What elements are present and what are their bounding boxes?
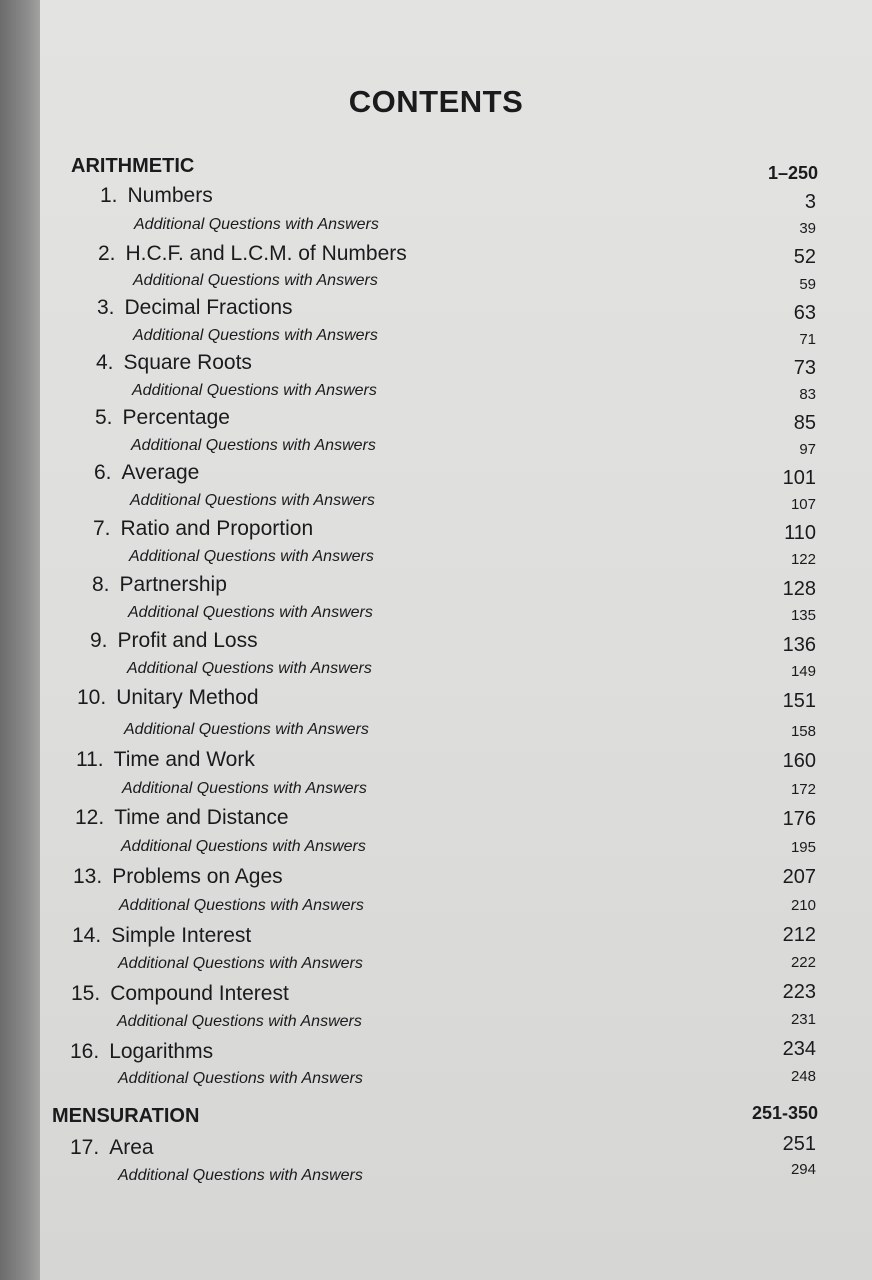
chapter-number: 7.: [93, 517, 111, 540]
subsection-page: 107: [790, 496, 816, 513]
section-range-arithmetic: 1–250: [767, 163, 818, 183]
subsection-title: Additional Questions with Answers: [129, 548, 374, 565]
chapter-number: 14.: [72, 924, 102, 947]
chapter-name: Problems on Ages: [112, 865, 283, 888]
chapter-title: [97, 296, 293, 320]
subsection-title: Additional Questions with Answers: [130, 492, 375, 509]
subsection-title: Additional Questions with Answers: [133, 272, 378, 289]
subsection-title: Additional Questions with Answers: [132, 382, 377, 399]
subsection-title: Additional Questions with Answers: [134, 216, 379, 233]
chapter-name: Decimal Fractions: [124, 296, 293, 319]
subsection-page: 172: [790, 781, 816, 798]
chapter-page: 251: [782, 1133, 816, 1155]
chapter-name: Ratio and Proportion: [120, 517, 314, 540]
chapter-number: 9.: [90, 629, 108, 652]
chapter-name: Numbers: [127, 184, 213, 207]
subsection-title: Additional Questions with Answers: [131, 437, 376, 454]
subsection-page: 248: [790, 1068, 816, 1085]
chapter-number: 15.: [71, 982, 101, 1005]
chapter-title: [92, 573, 227, 597]
chapter-page: 3: [804, 191, 816, 213]
section-heading-mensuration: MENSURATION: [52, 1105, 200, 1127]
chapter-page: 160: [782, 750, 816, 772]
chapter-number: 4.: [96, 351, 114, 374]
chapter-name: Percentage: [122, 406, 230, 429]
chapter-name: Simple Interest: [111, 924, 252, 947]
chapter-title: [75, 806, 289, 830]
chapter-page: 151: [782, 690, 816, 712]
chapter-title: [100, 184, 213, 208]
chapter-name: Profit and Loss: [117, 629, 258, 652]
chapter-number: 1.: [100, 184, 118, 207]
chapter-name: Average: [121, 461, 200, 484]
subsection-page: 59: [799, 276, 816, 293]
chapter-title: [93, 517, 313, 541]
subsection-page: 39: [799, 220, 816, 237]
subsection-title: Additional Questions with Answers: [128, 604, 373, 621]
chapter-title: [71, 982, 289, 1006]
chapter-page: 176: [782, 808, 816, 830]
chapter-number: 5.: [95, 406, 113, 429]
subsection-title: Additional Questions with Answers: [118, 1167, 363, 1184]
subsection-page: 231: [790, 1011, 816, 1028]
subsection-title: Additional Questions with Answers: [117, 1013, 362, 1030]
subsection-title: Additional Questions with Answers: [118, 1070, 363, 1087]
chapter-page: 212: [782, 924, 816, 946]
subsection-page: 97: [799, 441, 816, 458]
chapter-number: 6.: [94, 461, 112, 484]
chapter-title: [76, 748, 255, 772]
chapter-title: [98, 242, 407, 266]
chapter-title: [70, 1040, 213, 1064]
subsection-title: Additional Questions with Answers: [122, 780, 367, 797]
chapter-name: Time and Distance: [114, 806, 289, 829]
page-title: CONTENTS: [348, 84, 524, 119]
chapter-title: [77, 686, 259, 710]
subsection-title: Additional Questions with Answers: [124, 721, 369, 738]
subsection-title: Additional Questions with Answers: [127, 660, 372, 677]
chapter-number: 12.: [75, 806, 105, 829]
section-range-mensuration: 251-350: [751, 1103, 818, 1123]
chapter-page: 207: [782, 866, 816, 888]
chapter-number: 16.: [70, 1040, 100, 1063]
chapter-number: 8.: [92, 573, 110, 596]
chapter-title: [95, 406, 230, 430]
chapter-number: 11.: [76, 748, 104, 771]
subsection-page: 294: [790, 1161, 816, 1178]
chapter-page: 128: [782, 578, 816, 600]
subsection-page: 83: [799, 386, 816, 403]
chapter-number: 13.: [73, 865, 103, 888]
chapter-page: 234: [782, 1038, 816, 1060]
chapter-title: [73, 865, 283, 889]
chapter-page: 85: [793, 412, 816, 434]
chapter-page: 73: [793, 357, 816, 379]
subsection-page: 158: [790, 723, 816, 740]
chapter-name: Area: [109, 1136, 154, 1159]
chapter-name: Compound Interest: [110, 982, 289, 1005]
subsection-title: Additional Questions with Answers: [118, 955, 363, 972]
chapter-page: 63: [793, 302, 816, 324]
subsection-title: Additional Questions with Answers: [121, 838, 366, 855]
chapter-title: [72, 924, 251, 948]
chapter-page: 223: [782, 981, 816, 1003]
chapter-title: [94, 461, 199, 485]
chapter-page: 101: [782, 467, 816, 489]
chapter-name: Logarithms: [109, 1040, 214, 1063]
chapter-number: 10.: [77, 686, 107, 709]
subsection-page: 222: [790, 954, 816, 971]
section-heading-arithmetic: ARITHMETIC: [71, 155, 195, 177]
chapter-title: [96, 351, 252, 375]
chapter-number: 17.: [70, 1136, 100, 1159]
chapter-page: 52: [793, 246, 816, 268]
subsection-title: Additional Questions with Answers: [133, 327, 378, 344]
chapter-title: [70, 1136, 154, 1160]
chapter-number: 2.: [98, 242, 116, 265]
chapter-title: [90, 629, 258, 653]
subsection-page: 149: [790, 663, 816, 680]
chapter-name: H.C.F. and L.C.M. of Numbers: [125, 242, 407, 265]
chapter-name: Time and Work: [113, 748, 255, 771]
chapter-name: Unitary Method: [116, 686, 259, 709]
subsection-page: 195: [790, 839, 816, 856]
chapter-name: Square Roots: [123, 351, 252, 374]
chapter-number: 3.: [97, 296, 115, 319]
subsection-page: 122: [790, 551, 816, 568]
subsection-page: 135: [790, 607, 816, 624]
subsection-page: 210: [790, 897, 816, 914]
chapter-page: 136: [782, 634, 816, 656]
chapter-name: Partnership: [119, 573, 227, 596]
subsection-page: 71: [799, 331, 816, 348]
subsection-title: Additional Questions with Answers: [119, 897, 364, 914]
chapter-page: 110: [784, 522, 816, 544]
